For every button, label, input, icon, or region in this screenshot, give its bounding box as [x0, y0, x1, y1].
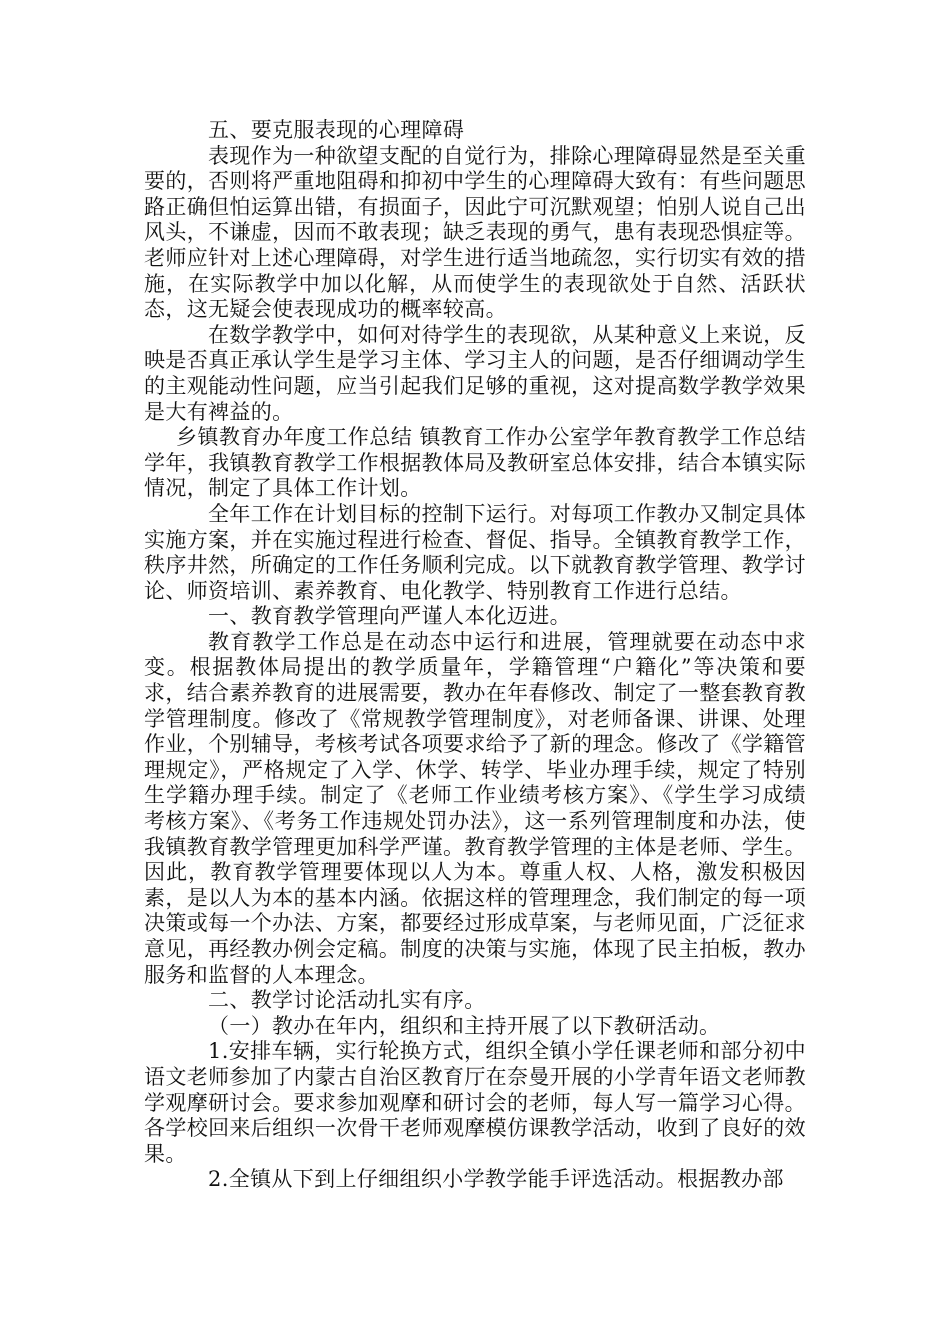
section-heading-2: 二、教学讨论活动扎实有序。	[208, 988, 486, 1013]
paragraph-math-teaching: 在数学教学中，如何对待学生的表现欲，从某种意义上来说，反映是否真正承认学生是学习主体、学习主人的问题，是否仔细调动学生的主观能动性问题，应当引起我们足够的重视，这对提高数学教学效果是大有裨益的。	[144, 322, 806, 424]
paragraph-psychological-barriers: 表现作为一种欲望支配的自觉行为，排除心理障碍显然是至关重要的，否则将严重地阻碍和抑初中学生的心理障碍大致有：有些问题思路正确但怕运算出错，有损面子，因此宁可沉默观望；怕别人说自己出风头，不谦虚，因而不敢表现；缺乏表现的勇气，患有表现恐惧症等。老师应针对上述心理障碍，对学生进行适当地疏忽，实行切实有效的措施，在实际教学中加以化解，从而使学生的表现欲处于自然、活跃状态，这无疑会使表现成功的概率较高。	[144, 143, 806, 322]
paragraph-annual-work: 全年工作在计划目标的控制下运行。对每项工作教办又制定具体实施方案，并在实施过程进行检查、督促、指导。全镇教育教学工作，秩序井然，所确定的工作任务顺利完成。以下就教育教学管理、教学讨论、师资培训、素养教育、电化教学、特别教育工作进行总结。	[144, 501, 806, 603]
paragraph-management: 教育教学工作总是在动态中运行和进展，管理就要在动态中求变。根据教体局提出的教学质量年，学籍管理“户籍化”等决策和要求，结合素养教育的进展需要，教办在年春修改、制定了一整套教育教学管理制度。修改了《常规教学管理制度》，对老师备课、讲课、处理作业，个别辅导，考核考试各项要求给予了新的理念。修改了《学籍管理规定》，严格规定了入学、休学、转学、毕业办理手续，规定了特别生学籍办理手续。制定了《老师工作业绩考核方案》、《学生学习成绩考核方案》、《考务工作违规处罚办法》，这一系列管理制度和办法，使我镇教育教学管理更加科学严谨。教育教学管理的主体是老师、学生。因此，教育教学管理要体现以人为本。尊重人权、人格，激发积极因素，是以人为本的基本内涵。依据这样的管理理念，我们制定的每一项决策或每一个办法、方案，都要经过形成草案，与老师见面，广泛征求意见，再经教办例会定稿。制度的决策与实施，体现了民主拍板，教办服务和监督的人本理念。	[144, 629, 806, 987]
subsection-heading-1: （一）教办在年内，组织和主持开展了以下教研活动。	[208, 1013, 721, 1038]
document-body	[144, 118, 806, 1193]
paragraph-summary-intro: 乡镇教育办年度工作总结 镇教育工作办公室学年教育教学工作总结学年，我镇教育教学工作根据教体局及教研室总体安排，结合本镇实际情况，制定了具体工作计划。	[144, 425, 806, 501]
list-item-2: 2.全镇从下到上仔细组织小学教学能手评选活动。根据教办部	[208, 1167, 784, 1192]
section-heading-1: 一、教育教学管理向严谨人本化迈进。	[208, 604, 571, 629]
section-heading-5: 五、要克服表现的心理障碍	[208, 118, 465, 142]
list-item-1: 1.安排车辆，实行轮换方式，组织全镇小学任课老师和部分初中语文老师参加了内蒙古自治区教育厅在奈曼开展的小学青年语文老师教学观摩研讨会。要求参加观摩和研讨会的老师，每人写一篇学习心得。各学校回来后组织一次骨干老师观摩模仿课教学活动，收到了良好的效果。	[144, 1039, 806, 1166]
